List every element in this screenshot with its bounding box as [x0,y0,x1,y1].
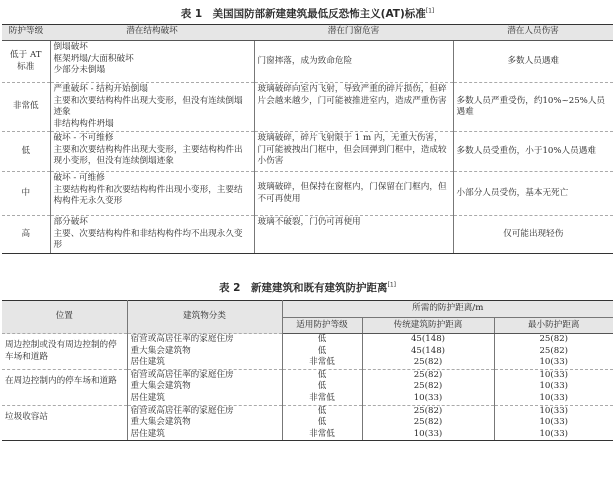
table-row [2,369,613,381]
location-cell: 垃圾收容站 [2,405,127,441]
level-cell: 低 [282,417,362,429]
table2-caption: 表 2 新建建筑和既有建筑防护距离[1] [219,281,396,294]
location-cell: 周边控制或没有周边控制的停车场和道路 [2,334,127,370]
level-cell: 低 [2,132,50,172]
minimum-distance-cell: 10(33) [539,417,569,428]
structure-cell: 严重破坏 - 结构开始倒塌 主要和次要结构构件出现大变形，但没有连续倒塌迹象 非结构构件坍塌 [50,83,254,132]
table1-caption: 表 1 美国国防部新建建筑最低反恐怖主义(AT)标准[1] [180,7,435,20]
casualty-cell: 多数人员受重伤，小于10%人员遇难 [453,132,613,172]
header-protection-level: 防护等级 [2,25,50,41]
level-cell: 低 [282,334,362,346]
building-type-cell: 重大集会建筑物 [127,417,282,429]
casualty-cell: 小部分人员受伤，基本无死亡 [453,172,613,216]
structure-cell: 倒塌破坏 框架坍塌/大面积破坏 少部分未倒塌 [50,41,254,83]
minimum-distance-cell: 10(33) [539,381,569,392]
level-cell: 非常低 [282,393,362,405]
window-cell: 玻璃破碎，碎片飞射限于 1 m 内，无重大伤害，门可能被拽出门框中，但会回弹到门框中，造成较小伤害 [254,132,453,172]
casualty-cell: 多数人员遇难 [453,41,613,83]
structure-cell: 破坏 - 可维修 主要结构构件和次要结构构件出现小变形，主要结构构件无永久变形 [50,172,254,216]
table1-header-row [2,25,613,41]
table1-anti-terrorism-standards [2,24,613,254]
structure-cell: 部分破坏 主要、次要结构构件和非结构构件均不出现永久变形 [50,216,254,254]
level-cell: 非常低 [282,357,362,369]
header-protection-level: 适用防护等级 [282,317,362,334]
minimum-distance-cell: 10(33) [539,357,569,368]
building-type-cell: 居住建筑 [127,393,282,405]
minimum-distance-cell: 25(82) [494,334,613,346]
building-type-cell: 宿营或高居住率的家庭住房 [127,334,282,346]
conventional-distance-cell: 25(82) [362,369,494,381]
window-cell: 玻璃破碎向室内飞射，导致严重的碎片损伤，但碎片会越来越少，门可能被推进室内，造成严重伤害 [254,83,453,132]
conventional-distance-cell: 25(82) [362,405,494,417]
conventional-distance-cell: 25(82) [362,417,494,429]
casualty-cell: 仅可能出现轻伤 [453,216,613,254]
table-row [2,216,613,254]
table2-header-row [2,301,613,318]
building-type-cell: 居住建筑 [127,429,282,441]
conventional-distance-cell: 10(33) [362,429,494,441]
table2-protection-distances [2,300,613,441]
building-type-cell: 居住建筑 [127,357,282,369]
structure-cell: 破坏 - 不可维修 主要和次要结构构件出现大变形，主要结构构件出现小变形，但没有连续倒塌迹象 [50,132,254,172]
conventional-distance-cell: 25(82) [362,381,494,393]
level-cell: 高 [2,216,50,254]
level-cell: 低 [282,405,362,417]
table-row [2,83,613,132]
table-row [2,405,613,417]
header-window-hazard: 潜在门窗危害 [254,25,453,41]
level-cell: 中 [2,172,50,216]
minimum-distance-cell: 25(82) [539,345,569,356]
casualty-cell: 多数人员严重受伤，约10%~25%人员遇难 [453,83,613,132]
location-cell: 在周边控制内的停车场和道路 [2,369,127,405]
table-row [2,41,613,83]
conventional-distance-cell: 25(82) [362,357,494,369]
minimum-distance-cell: 10(33) [494,429,613,441]
table-row [2,172,613,216]
window-cell: 玻璃破碎，但保持在窗框内，门保留在门框内，但不可再使用 [254,172,453,216]
minimum-distance-cell: 10(33) [539,392,569,403]
conventional-distance-cell: 45(148) [362,346,494,358]
building-type-cell: 宿营或高居住率的家庭住房 [127,405,282,417]
conventional-distance-cell: 45(148) [362,334,494,346]
building-type-cell: 重大集会建筑物 [127,381,282,393]
table-row [2,132,613,172]
header-minimum-distance: 最小防护距离 [494,317,613,334]
window-cell: 玻璃不破裂，门仍可再使用 [254,216,453,254]
header-building-type: 建筑物分类 [127,301,282,334]
minimum-distance-cell: 10(33) [494,369,613,381]
window-cell: 门窗摔落，成为致命危险 [254,41,453,83]
minimum-distance-cell: 10(33) [494,405,613,417]
conventional-distance-cell: 10(33) [362,393,494,405]
level-cell: 低 [282,381,362,393]
building-type-cell: 宿营或高居住率的家庭住房 [127,369,282,381]
header-structure-damage: 潜在结构破坏 [50,25,254,41]
header-location: 位置 [2,301,127,334]
header-conventional-distance: 传统建筑防护距离 [362,317,494,334]
header-required-distance: 所需的防护距离/m [282,301,613,318]
table-row [2,334,613,346]
header-casualty: 潜在人员伤害 [453,25,613,41]
level-cell: 非常低 [282,429,362,441]
level-cell: 低 [282,369,362,381]
level-cell: 非常低 [2,83,50,132]
building-type-cell: 重大集会建筑物 [127,346,282,358]
level-cell: 低 [282,346,362,358]
level-cell: 低于 AT 标准 [2,41,50,83]
